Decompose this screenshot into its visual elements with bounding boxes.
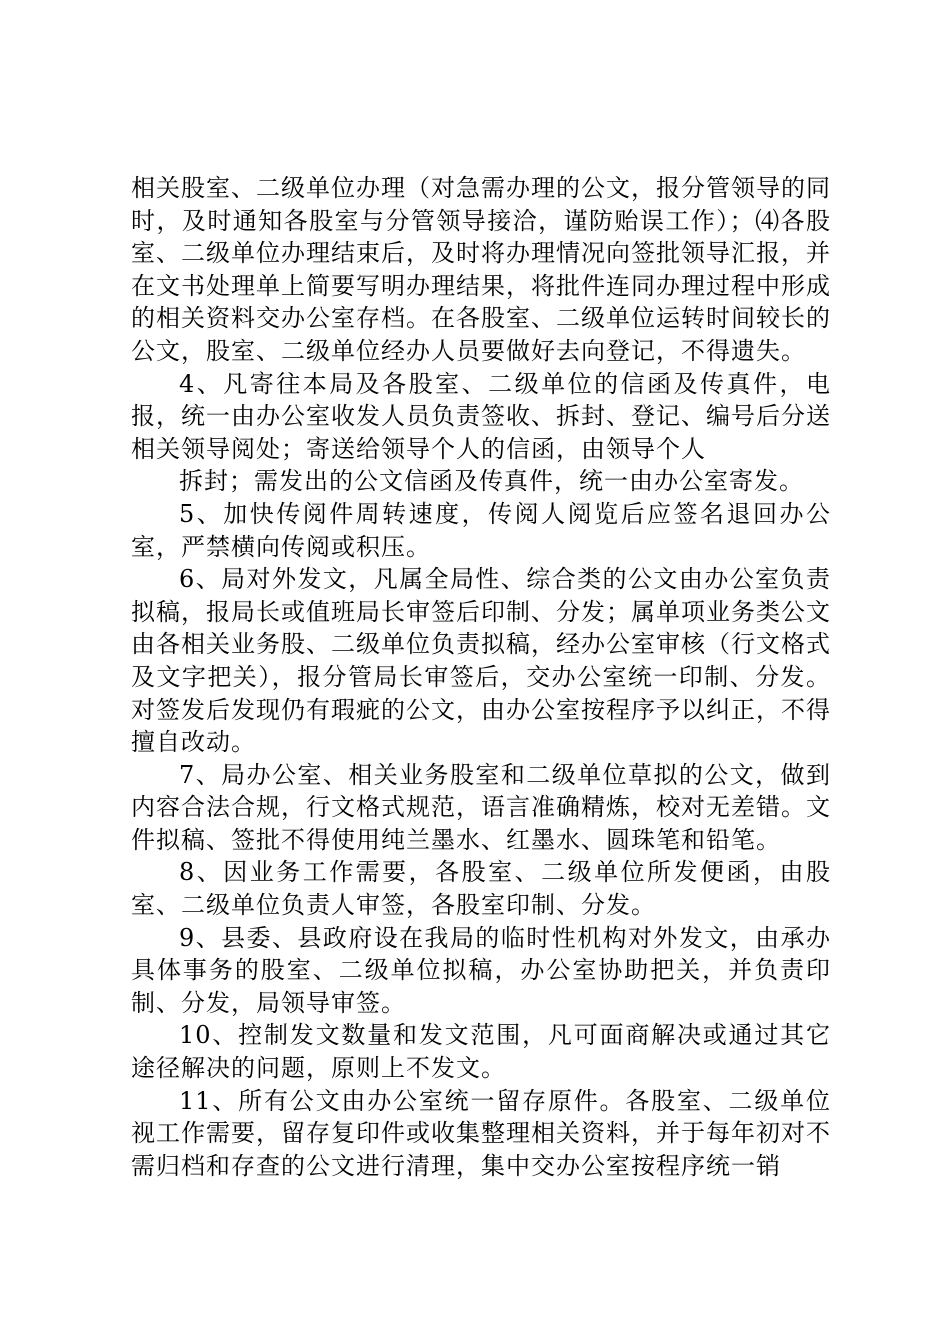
paragraph-item-5: 5、加快传阅件周转速度，传阅人阅览后应签名退回办公室，严禁横向传阅或积压。 (131, 499, 831, 561)
paragraph-item-11: 11、所有公文由办公室统一留存原件。各股室、二级单位视工作需要，留存复印件或收集整理相关资料，并于每年初对不需归档和存查的公文进行清理，集中交办公室按程序统一销 (131, 1086, 831, 1180)
paragraph-item-4: 4、凡寄往本局及各股室、二级单位的信函及传真件，电报，统一由办公室收发人员负责签收、拆封、登记、编号后分送相关领导阅处；寄送给领导个人的信函，由领导个人 (131, 369, 831, 463)
paragraph-item-4-continued: 拆封；需发出的公文信函及传真件，统一由办公室寄发。 (179, 467, 804, 496)
paragraph-item-7: 7、局办公室、相关业务股室和二级单位草拟的公文，做到内容合法合规，行文格式规范，语言准确精炼，校对无差错。文件拟稿、签批不得使用纯兰墨水、红墨水、圆珠笔和铅笔。 (131, 760, 831, 854)
paragraph-item-10: 10、控制发文数量和发文范围，凡可面商解决或通过其它途径解决的问题，原则上不发文。 (131, 1021, 831, 1083)
paragraph-item-8: 8、因业务工作需要，各股室、二级单位所发便函，由股室、二级单位负责人审签，各股室印制、分发。 (131, 858, 831, 920)
paragraph-item-6: 6、局对外发文，凡属全局性、综合类的公文由办公室负责拟稿，报局长或值班局长审签后印制、分发；属单项业务类公文由各相关业务股、二级单位负责拟稿，经办公室审核（行文格式及文字把关），报分管局长审签后，交办公室统一印制、分发。对签发后发现仍有瑕疵的公文，由办公室按程序予以纠正，不得擅自改动。 (131, 565, 831, 757)
document-body (131, 172, 831, 1182)
paragraph-continuation: 相关股室、二级单位办理（对急需办理的公文，报分管领导的同时，及时通知各股室与分管领导接洽，谨防贻误工作）；⑷各股室、二级单位办理结束后，及时将办理情况向签批领导汇报，并在文书处理单上简要写明办理结果，将批件连同办理过程中形成的相关资料交办公室存档。在各股室、二级单位运转时间较长的公文，股室、二级单位经办人员要做好去向登记，不得遗失。 (131, 174, 831, 365)
paragraph-item-9: 9、县委、县政府设在我局的临时性机构对外发文，由承办具体事务的股室、二级单位拟稿，办公室协助把关，并负责印制、分发，局领导审签。 (131, 923, 831, 1017)
